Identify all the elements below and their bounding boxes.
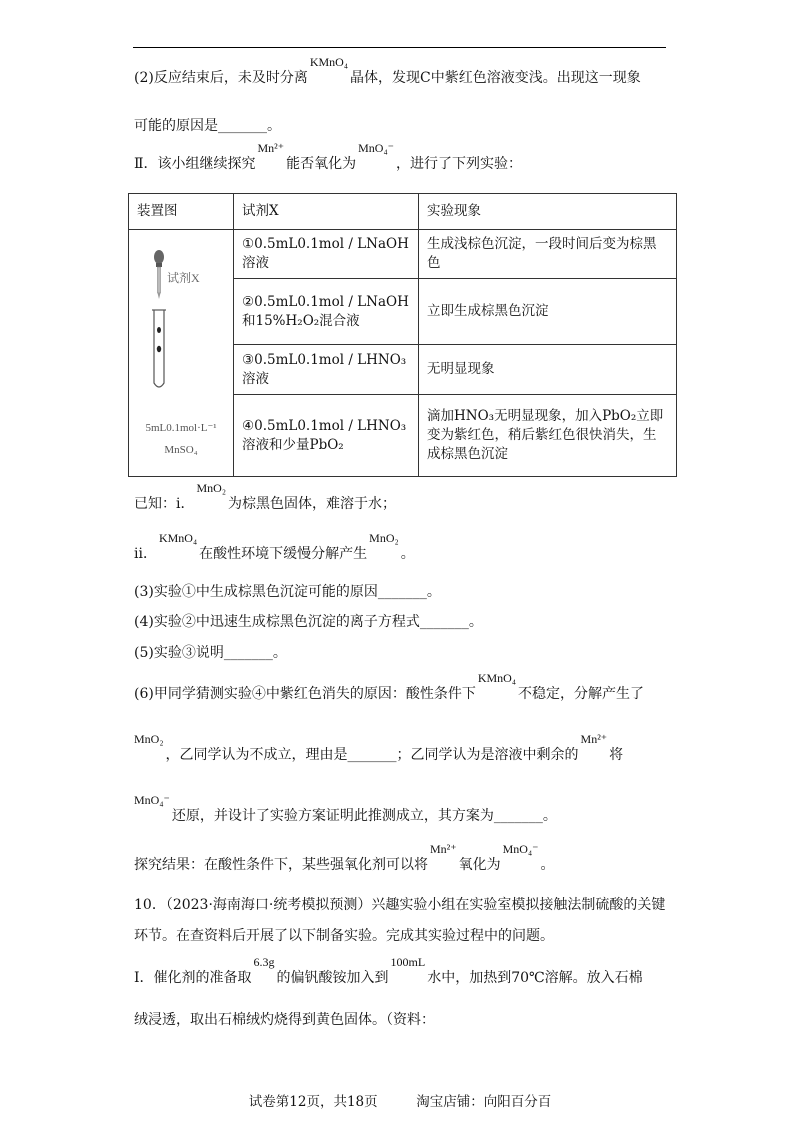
text: (2)反应结束后，未及时分离 bbox=[134, 70, 308, 86]
question-4: (4)实验②中迅速生成棕黑色沉淀的离子方程式_______。 bbox=[134, 614, 483, 630]
section-2-intro bbox=[134, 141, 522, 174]
formula-mno2: MnO₂ bbox=[196, 481, 227, 495]
page-footer bbox=[0, 1090, 800, 1110]
formula-mn2plus: Mn²⁺ bbox=[580, 732, 608, 746]
text: 。 bbox=[540, 857, 555, 873]
page-number: 试卷第12页，共18页 bbox=[248, 1094, 378, 1110]
formula-kmno4: KMnO₄ bbox=[477, 671, 517, 685]
question-6-line3 bbox=[134, 793, 557, 826]
known-i bbox=[134, 481, 397, 514]
text: 的偏钒酸铵加入到 bbox=[276, 970, 389, 986]
text: Ⅱ．该小组继续探究 bbox=[134, 156, 256, 172]
text: 将 bbox=[609, 747, 624, 763]
text: 不稳定，分解产生了 bbox=[518, 686, 645, 702]
text: 水中，加热到70℃溶解。放入石棉 bbox=[427, 970, 643, 986]
header-phenomenon: 实验现象 bbox=[419, 194, 677, 230]
text: 在酸性环境下缓慢分解产生 bbox=[199, 546, 368, 562]
text: Ⅰ．催化剂的准备取 bbox=[134, 970, 252, 986]
question-10-line2: 环节。在查资料后开展了以下制备实验。完成其实验过程中的问题。 bbox=[134, 928, 554, 944]
question-5: (5)实验③说明_______。 bbox=[134, 645, 287, 661]
apparatus-solution-name: MnSO₄ bbox=[164, 444, 198, 456]
formula-mno4minus: MnO₄⁻ bbox=[134, 793, 170, 807]
text: 能否氧化为 bbox=[286, 156, 357, 172]
question-10-line3 bbox=[134, 955, 643, 988]
text: ，乙同学认为不成立，理由是_______；乙同学认为是溶液中剩余的 bbox=[165, 747, 579, 763]
reagent-cell: ②0.5mL0.1mol / LNaOH和15%H₂O₂混合液 bbox=[234, 279, 419, 345]
reagent-cell: ③0.5mL0.1mol / LHNO₃溶液 bbox=[234, 345, 419, 395]
text: ⅱ． bbox=[134, 546, 157, 562]
text: 还原，并设计了实验方案证明此推测成立，其方案为_______。 bbox=[171, 808, 557, 824]
known-ii bbox=[134, 531, 415, 564]
formula-mno4minus: MnO₄⁻ bbox=[358, 141, 394, 155]
formula-mno4minus: MnO₄⁻ bbox=[502, 842, 539, 856]
top-rule bbox=[133, 47, 666, 48]
experiment-table bbox=[128, 193, 677, 477]
phenomenon-cell: 生成浅棕色沉淀，一段时间后变为棕黑色 bbox=[419, 230, 677, 279]
apparatus-reagent-label: 试剂X bbox=[167, 271, 200, 285]
reagent-cell: ①0.5mL0.1mol / LNaOH溶液 bbox=[234, 230, 419, 279]
formula-kmno4: KMnO₄ bbox=[309, 55, 349, 69]
question-3: (3)实验①中生成棕黑色沉淀可能的原因_______。 bbox=[134, 584, 441, 600]
text: 为棕黑色固体，难溶于水； bbox=[228, 496, 397, 512]
question-6-line1 bbox=[134, 671, 645, 704]
text: 探究结果：在酸性条件下，某些强氧化剂可以将 bbox=[134, 857, 428, 873]
mass-value: 6.3g bbox=[253, 955, 275, 969]
conclusion bbox=[134, 842, 555, 875]
text: (6)甲同学猜测实验④中紫红色消失的原因：酸性条件下 bbox=[134, 686, 476, 702]
reagent-cell: ④0.5mL0.1mol / LHNO₃溶液和少量PbO₂ bbox=[234, 395, 419, 477]
apparatus-illustration bbox=[129, 235, 233, 471]
header-apparatus: 装置图 bbox=[129, 194, 234, 230]
text: ，进行了下列实验： bbox=[395, 156, 522, 172]
text: 已知：ⅰ． bbox=[134, 496, 195, 512]
question-10-line1: 10．（2023·海南海口·统考模拟预测）兴趣实验小组在实验室模拟接触法制硫酸的关键 bbox=[134, 897, 666, 913]
volume-value: 100mL bbox=[390, 955, 426, 969]
table-header-row bbox=[129, 194, 677, 230]
apparatus-solution-label: 5mL0.1mol·L⁻¹ bbox=[145, 422, 217, 434]
formula-mn2plus: Mn²⁺ bbox=[257, 141, 285, 155]
apparatus-cell bbox=[129, 230, 234, 477]
formula-mn2plus: Mn²⁺ bbox=[430, 842, 457, 856]
phenomenon-cell: 无明显现象 bbox=[419, 345, 677, 395]
phenomenon-cell: 立即生成棕黑色沉淀 bbox=[419, 279, 677, 345]
header-reagent: 试剂X bbox=[234, 194, 419, 230]
phenomenon-cell: 滴加HNO₃无明显现象，加入PbO₂立即变为紫红色，稍后紫红色很快消失，生成棕黑色沉淀 bbox=[419, 395, 677, 477]
text: 氧化为 bbox=[458, 857, 501, 873]
question-10-line4: 绒浸透，取出石棉绒灼烧得到黄色固体。（资料： bbox=[134, 1012, 435, 1028]
question-2-line1 bbox=[134, 55, 641, 88]
question-2-line2: 可能的原因是_______。 bbox=[134, 118, 281, 134]
shop-name: 淘宝店铺：向阳百分百 bbox=[416, 1094, 552, 1110]
text: 。 bbox=[400, 546, 415, 562]
formula-kmno4: KMnO₄ bbox=[158, 531, 198, 545]
table-row bbox=[129, 230, 677, 279]
formula-mno2: MnO₂ bbox=[369, 531, 399, 545]
formula-mno2: MnO₂ bbox=[134, 732, 164, 746]
text: 晶体，发现C中紫红色溶液变浅。出现这一现象 bbox=[350, 70, 641, 86]
question-6-line2 bbox=[134, 732, 624, 765]
